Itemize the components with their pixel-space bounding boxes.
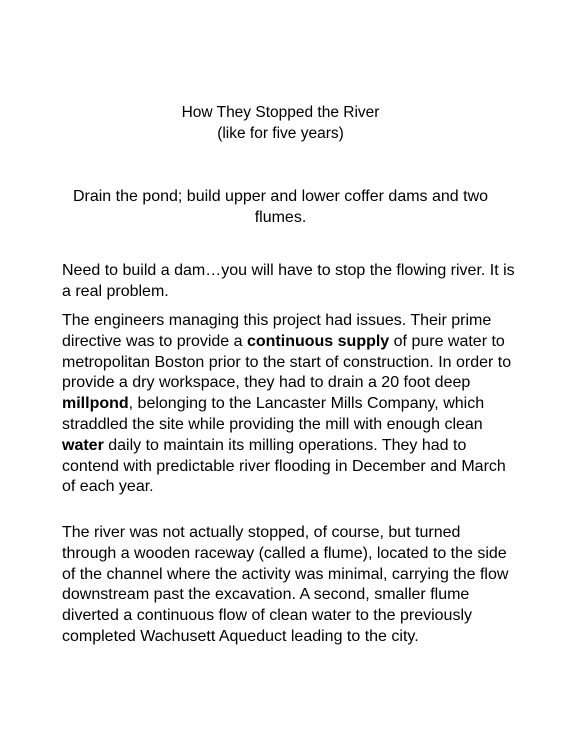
paragraph-text: of pure water to metropolitan Boston prior to the start of construction. In order to provide a dry workspace, they had to drain a 20 foot deep [62,332,512,392]
paragraph-text: , belonging to the Lancaster Mills Company, which straddled the site while providing the mill with enough clean [62,395,485,433]
paragraph-intro: Need to build a dam…you will have to stop the flowing river. It is a real problem. [62,262,515,300]
subtitle-line-2: flumes. [254,209,307,226]
paragraph-flume: The river was not actually stopped, of course, but turned through a wooden raceway (called a flume), located to the side of the channel where the activity was minimal, carrying the flow downstream past the excavation. A second, smaller flume diverted a continuous flow of clean water to the previously completed Wachusett Aqueduct leading to the city. [62,524,509,645]
paragraph-text: daily to maintain its milling operations. They had to contend with predictable river flooding in December and March of each year. [62,436,506,496]
title-line-2: (like for five years) [217,125,344,142]
paragraph-text: The engineers managing this project had issues. Their prime directive was to provide a [62,312,492,350]
title-line-1: How They Stopped the River [181,104,380,121]
bold-term-water: water [62,436,104,454]
subtitle-line-1: Drain the pond; build upper and lower coffer dams and two [72,188,489,205]
bold-term-continuous-supply: continuous supply [246,332,390,350]
paragraph-engineers [62,311,518,498]
page-title [0,102,561,144]
bold-term-millpond: millpond [62,395,129,413]
subtitle [40,186,521,228]
